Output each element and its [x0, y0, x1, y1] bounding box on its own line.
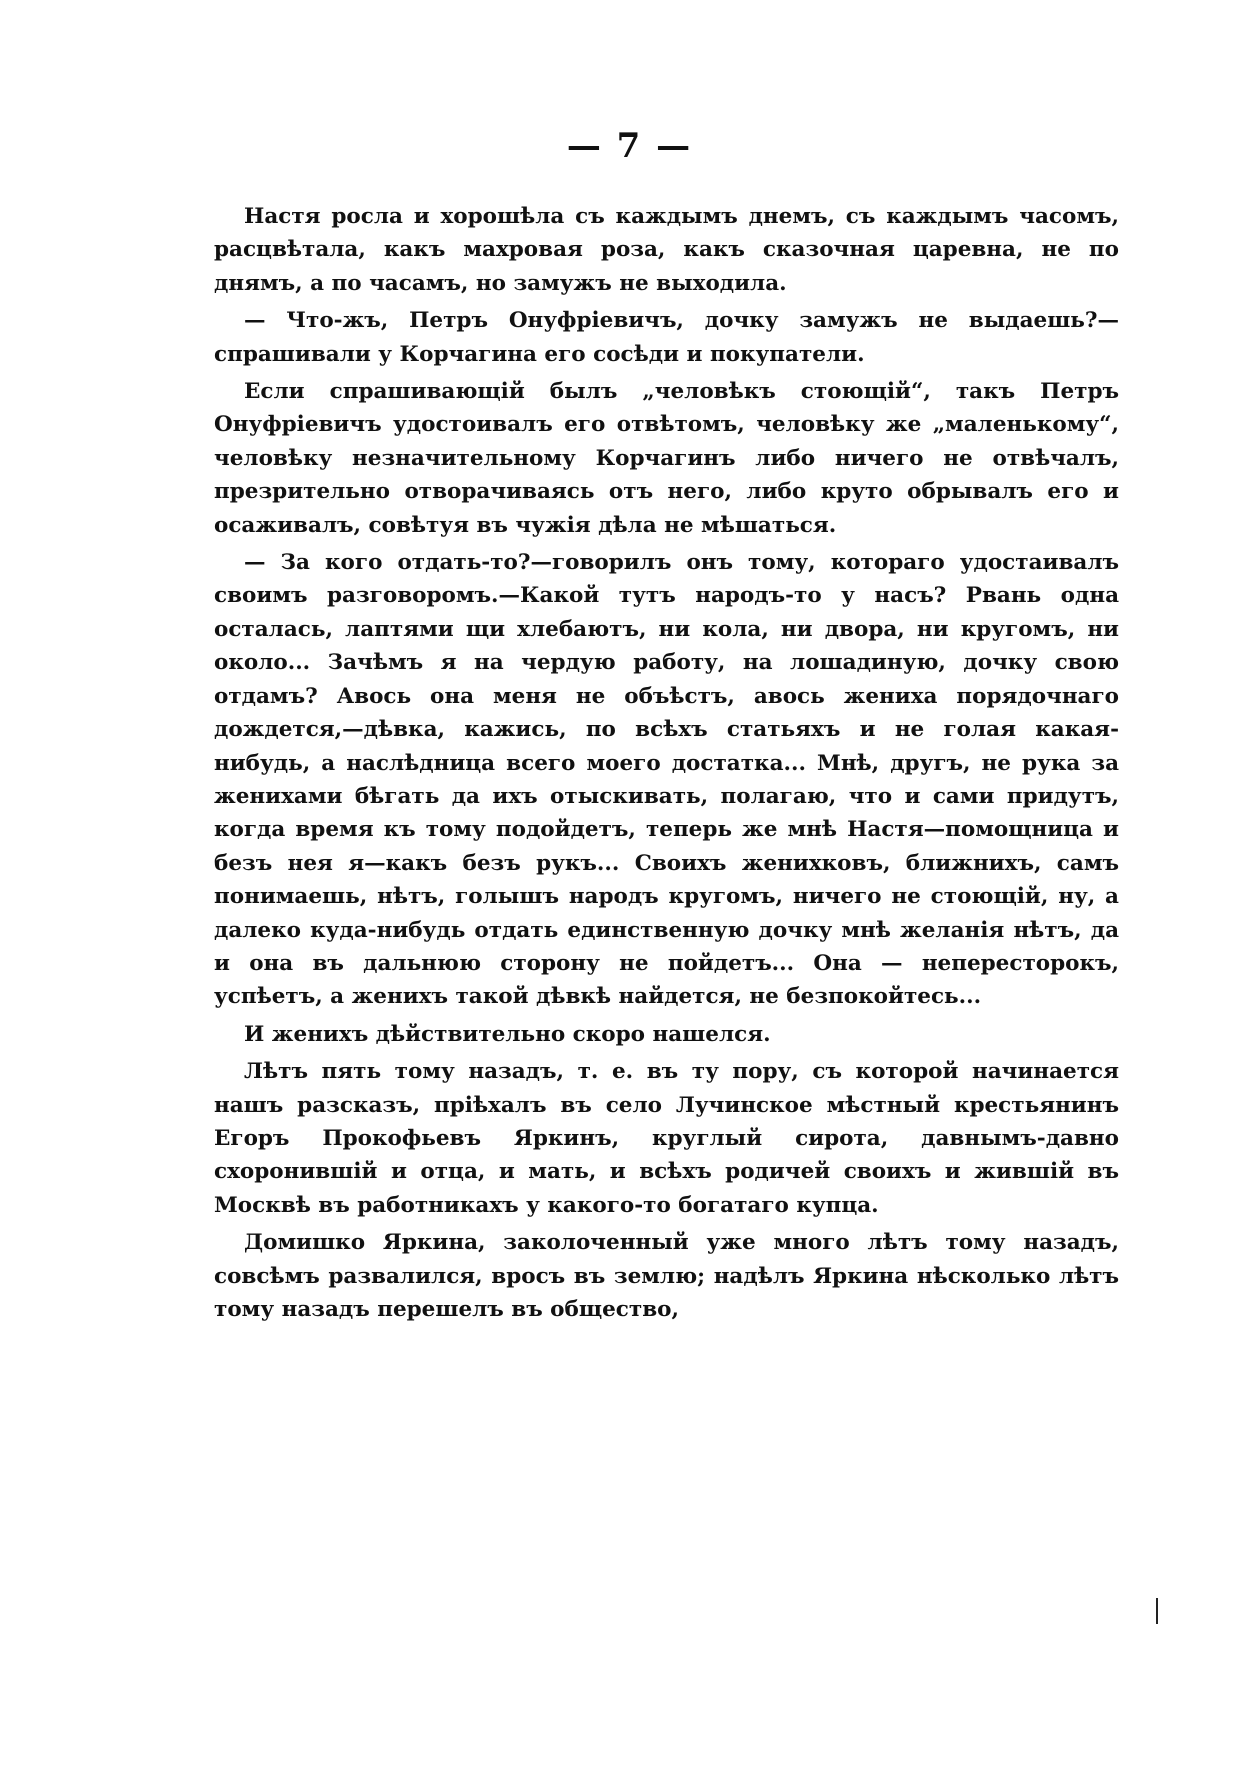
- paragraph-4: — За кого отдать-то?—говорилъ онъ тому, котораго удостаивалъ своимъ разговоромъ.—Какой тутъ народъ-то у насъ? Рвань одна осталась, лаптями щи хлебаютъ, ни кола, ни двора, ни кругомъ, ни около... Зачѣмъ я на чердую работу, на лошадиную, дочку свою отдамъ? Авось она меня не объѣстъ, авось жениха порядочнаго дождется,—дѣвка, кажись, по всѣхъ статьяхъ и не голая какая-нибудь, а наслѣдница всего моего достатка... Мнѣ, другъ, не рука за женихами бѣгать да ихъ отыскивать, полагаю, что и сами придутъ, когда время къ тому подойдетъ, теперь же мнѣ Настя—помощница и безъ нея я—какъ безъ рукъ... Своихъ женихковъ, ближнихъ, самъ понимаешь, нѣтъ, голышъ народъ кругомъ, ничего не стоющій, ну, а далеко куда-нибудь отдать единственную дочку мнѣ желанія нѣтъ, да и она въ дальнюю сторону не пойдетъ... Она — непересторокъ, успѣетъ, а женихъ такой дѣвкѣ найдется, не безпокойтесь...: [214, 550, 1119, 1010]
- paragraph-2: — Что-жъ, Петръ Онуфріевичъ, дочку замужъ не выдаешь?—спрашивали у Корчагина его сосѣди и покупатели.: [214, 308, 1119, 367]
- paragraph-6: Лѣтъ пять тому назадъ, т. е. въ ту пору, съ которой начинается нашъ разсказъ, пріѣхалъ въ село Лучинское мѣстный крестьянинъ Егоръ Прокофьевъ Яркинъ, круглый сирота, давнымъ-давно схоронившій и отца, и мать, и всѣхъ родичей своихъ и жившій въ Москвѣ въ работникахъ у какого-то богатаго купца.: [214, 1059, 1119, 1218]
- margin-mark: [1156, 1598, 1158, 1624]
- body-text: [214, 200, 1119, 1330]
- page-number: — 7 —: [566, 126, 693, 166]
- paragraph-1: Настя росла и хорошѣла съ каждымъ днемъ, съ каждымъ часомъ, расцвѣтала, какъ махровая роза, какъ сказочная царевна, не по днямъ, а по часамъ, но замужъ не выходила.: [214, 204, 1119, 296]
- paragraph-3: Если спрашивающій былъ „человѣкъ стоющій“, такъ Петръ Онуфріевичъ удостоивалъ его отвѣтомъ, человѣку же „маленькому“, человѣку незначительному Корчагинъ либо ничего не отвѣчалъ, презрительно отворачиваясь отъ него, либо круто обрывалъ его и осаживалъ, совѣтуя въ чужія дѣла не мѣшаться.: [214, 379, 1119, 538]
- paragraph-5: И женихъ дѣйствительно скоро нашелся.: [244, 1021, 771, 1047]
- paragraph-7: Домишко Яркина, заколоченный уже много лѣтъ тому назадъ, совсѣмъ развалился, вросъ въ землю; надѣлъ Яркина нѣсколько лѣтъ тому назадъ перешелъ въ общество,: [214, 1230, 1119, 1322]
